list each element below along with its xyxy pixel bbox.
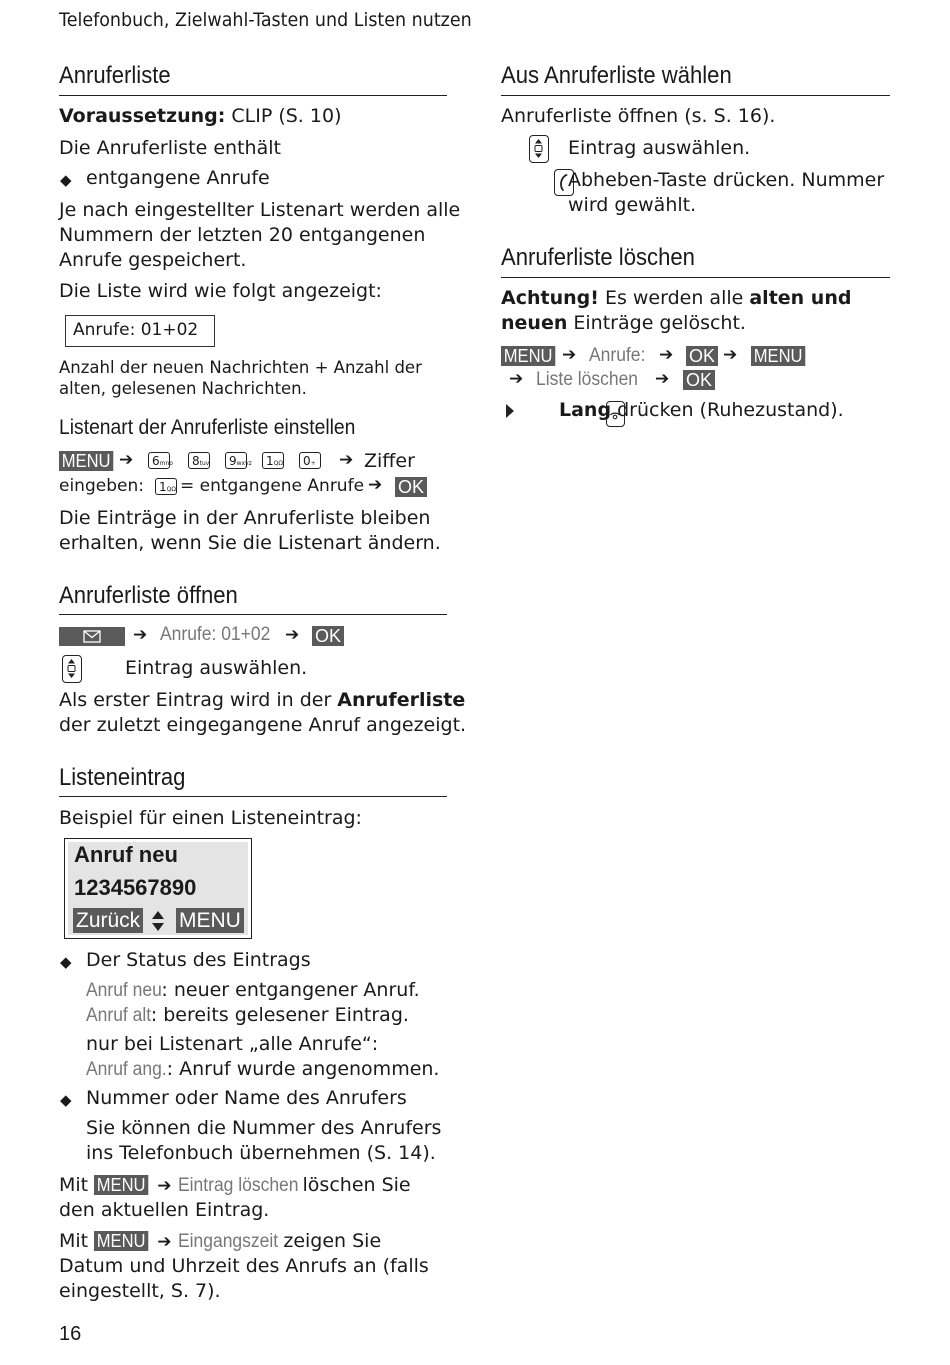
lcd-screen	[68, 842, 248, 935]
lcd-softkey-left: Zurück	[73, 908, 143, 933]
lcd-display	[64, 838, 252, 939]
bold-run: Achtung!	[501, 287, 599, 309]
digit-label: 1	[159, 480, 167, 494]
paragraph-line: Nummern der letzten 20 entgangenen	[59, 224, 426, 246]
section-title-waehlen: Aus Anruferliste wählen	[501, 62, 732, 89]
bold-run: alten und	[749, 287, 852, 309]
ok-key: OK	[312, 626, 344, 646]
text-run: Mit	[59, 1174, 89, 1196]
arrow-right-icon: ➔	[119, 450, 134, 470]
digit-label: 0	[303, 454, 311, 468]
section-title-loeschen: Anruferliste löschen	[501, 244, 695, 271]
paragraph-line	[501, 286, 851, 311]
status-alt-line	[86, 1003, 409, 1028]
abheben-paragraph	[568, 168, 884, 218]
lang-druecken-line	[559, 398, 844, 423]
angezeigt-text: Die Liste wird wie folgt angezeigt:	[59, 280, 382, 302]
text-run: zeigen Sie	[277, 1230, 382, 1252]
bullet-status: Der Status des Eintrags	[86, 949, 311, 971]
caption-line: alten, gelesenen Nachrichten.	[59, 379, 307, 398]
section-title-listeneintrag: Listeneintrag	[59, 764, 186, 791]
voraussetzung-line	[59, 104, 341, 129]
section-rule	[59, 95, 447, 96]
section-rule	[501, 95, 890, 96]
digit-label: 9	[229, 454, 237, 468]
digit-sub: QΩ	[273, 460, 283, 467]
paragraph-line: eingestellt, S. 7).	[59, 1280, 221, 1302]
paragraph-line: Die Einträge in der Anruferliste bleiben	[59, 507, 431, 529]
arrow-right-icon: ➔	[285, 625, 300, 645]
ok-key: OK	[683, 370, 715, 390]
entgangene-text: = entgangene Anrufe	[180, 476, 365, 496]
ok-key: OK	[395, 477, 427, 497]
bullet-nummer: Nummer oder Name des Anrufers	[86, 1087, 407, 1109]
paragraph-line: erhalten, wenn Sie die Listenart ändern.	[59, 532, 441, 554]
loeschen-line-2: den aktuellen Eintrag.	[59, 1199, 270, 1221]
text-run: löschen Sie	[296, 1174, 411, 1196]
section-title-anruferliste: Anruferliste	[59, 62, 171, 89]
bullet-entgangene: entgangene Anrufe	[86, 167, 270, 189]
loeschen-key-sequence	[501, 346, 891, 368]
loeschen-line	[59, 1173, 411, 1199]
digit-key-6	[148, 452, 173, 469]
menu-item-anrufe: Anrufe: 01+02	[160, 624, 271, 645]
digit-label: 6	[152, 454, 160, 468]
lcd-line-1: Anruf neu	[74, 842, 178, 867]
nummer-paragraph	[86, 1116, 441, 1166]
bold-run: neuen	[501, 312, 568, 334]
eingeben-text: eingeben:	[59, 476, 144, 496]
eingangszeit-line	[59, 1229, 381, 1255]
digit-label: 1	[266, 454, 274, 468]
menu-key: MENU	[94, 1175, 148, 1195]
digit-key-0	[299, 452, 321, 469]
bold-run: Anruferliste	[337, 689, 466, 711]
text-run: Es werden alle	[598, 287, 750, 309]
arrow-right-icon: ➔	[723, 345, 738, 365]
section-title-oeffnen: Anruferliste öffnen	[59, 582, 238, 609]
arrow-right-icon: ➔	[655, 369, 670, 389]
text-run: Einträge gelöscht.	[567, 312, 746, 334]
nav-key-icon	[62, 655, 82, 683]
voraussetzung-text: CLIP (S. 10)	[225, 105, 342, 127]
status-ang-line	[86, 1057, 439, 1082]
nav-key-icon	[529, 135, 549, 163]
text-run: Als erster Eintrag wird in der	[59, 689, 338, 711]
digit-key-8	[188, 452, 210, 469]
enthaelt-text: Die Anruferliste enthält	[59, 137, 281, 159]
paragraph-line: Je nach eingestellter Listenart werden alle	[59, 199, 461, 221]
waehlen-eintrag: Eintrag auswählen.	[568, 137, 751, 159]
subsection-title-listenart: Listenart der Anruferliste einstellen	[59, 416, 356, 439]
display-caption	[59, 357, 422, 399]
menu-key: MENU	[94, 1231, 148, 1251]
arrow-right-icon: ➔	[157, 1176, 172, 1196]
paragraph-line: ins Telefonbuch übernehmen (S. 14).	[86, 1142, 436, 1164]
arrow-right-icon: ➔	[562, 345, 577, 365]
voraussetzung-label: Voraussetzung:	[59, 105, 226, 127]
paragraph-line: der zuletzt eingegangene Anruf angezeigt.	[59, 714, 467, 736]
display-box	[65, 315, 215, 347]
paragraph-line	[59, 688, 466, 713]
status-ang-key: Anruf ang.	[86, 1059, 167, 1080]
eingangszeit-paragraph	[59, 1254, 429, 1304]
arrow-right-icon: ➔	[133, 625, 148, 645]
arrow-right-icon: ➔	[368, 475, 383, 495]
lcd-line-2: 1234567890	[74, 875, 197, 900]
digit-key-9	[225, 452, 252, 469]
running-header: Telefonbuch, Zielwahl-Tasten und Listen nutzen	[59, 9, 472, 31]
status-neu-text: : neuer entgangener Anruf.	[161, 979, 420, 1001]
digit-label: 8	[192, 454, 200, 468]
bullet-diamond-icon: ◆	[60, 953, 72, 971]
paragraph-line	[501, 311, 851, 336]
menu-item-liste-loeschen: Liste löschen	[536, 369, 639, 390]
triangle-right-icon	[505, 403, 515, 419]
beispiel-text: Beispiel für einen Listeneintrag:	[59, 807, 362, 829]
arrow-right-icon: ➔	[659, 345, 674, 365]
up-down-icon	[151, 910, 165, 932]
menu-key: MENU	[501, 346, 555, 366]
paragraph-line: Anrufe gespeichert.	[59, 249, 247, 271]
bullet-diamond-icon: ◆	[60, 171, 72, 189]
digit-key-1	[262, 452, 284, 469]
section-rule	[501, 277, 890, 278]
status-ang-text: : Anruf wurde angenommen.	[166, 1058, 440, 1080]
text-run: Mit	[59, 1230, 89, 1252]
oeffnen-paragraph	[59, 688, 466, 738]
arrow-right-icon: ➔	[157, 1232, 172, 1252]
envelope-icon	[59, 627, 125, 646]
bullet-diamond-icon: ◆	[60, 1091, 72, 1109]
menu-item-anrufe: Anrufe:	[589, 345, 646, 366]
menu-item-eintrag-loeschen: Eintrag löschen	[177, 1175, 299, 1196]
section-rule	[59, 614, 447, 615]
digit-sub: wxyz	[236, 460, 252, 467]
digit-sub: mno	[159, 460, 173, 467]
display-box-text: Anrufe: 01+02	[73, 320, 199, 340]
page-number: 16	[59, 1323, 82, 1345]
paragraph-line: Sie können die Nummer des Anrufers	[86, 1117, 442, 1139]
lcd-softkey-right: MENU	[176, 908, 244, 933]
status-neu-line	[86, 978, 420, 1003]
menu-key: MENU	[751, 346, 805, 366]
text-run: drücken (Ruhezustand).	[611, 399, 844, 421]
status-neu-key: Anruf neu	[86, 980, 162, 1001]
digit-key-1	[155, 478, 177, 495]
anruferliste-paragraph	[59, 198, 460, 273]
ziffer-text: Ziffer	[364, 450, 415, 472]
digit-sub: tuv	[199, 460, 210, 467]
status-alt-key: Anruf alt	[86, 1005, 152, 1026]
achtung-paragraph	[501, 286, 851, 336]
caption-line: Anzahl der neuen Nachrichten + Anzahl der	[59, 358, 422, 377]
menu-item-eingangszeit: Eingangszeit	[177, 1231, 278, 1252]
paragraph-line: Abheben-Taste drücken. Nummer	[568, 169, 885, 191]
message-key	[59, 627, 125, 646]
bold-run: Lang	[559, 399, 612, 421]
waehlen-oeffnen: Anruferliste öffnen (s. S. 16).	[501, 105, 776, 127]
ok-key: OK	[686, 346, 718, 366]
paragraph-line: Datum und Uhrzeit des Anrufs an (falls	[59, 1255, 429, 1277]
listenart-paragraph	[59, 506, 441, 556]
arrow-right-icon: ➔	[509, 369, 524, 389]
digit-sub: QΩ	[166, 486, 176, 493]
digit-sub: +	[310, 460, 316, 467]
eintrag-auswaehlen: Eintrag auswählen.	[125, 657, 308, 679]
menu-key: MENU	[59, 451, 113, 471]
nur-bei-text: nur bei Listenart „alle Anrufe“:	[86, 1033, 379, 1055]
arrow-right-icon: ➔	[339, 450, 354, 470]
status-alt-text: : bereits gelesener Eintrag.	[150, 1004, 409, 1026]
section-rule	[59, 796, 447, 797]
paragraph-line: wird gewählt.	[568, 194, 697, 216]
